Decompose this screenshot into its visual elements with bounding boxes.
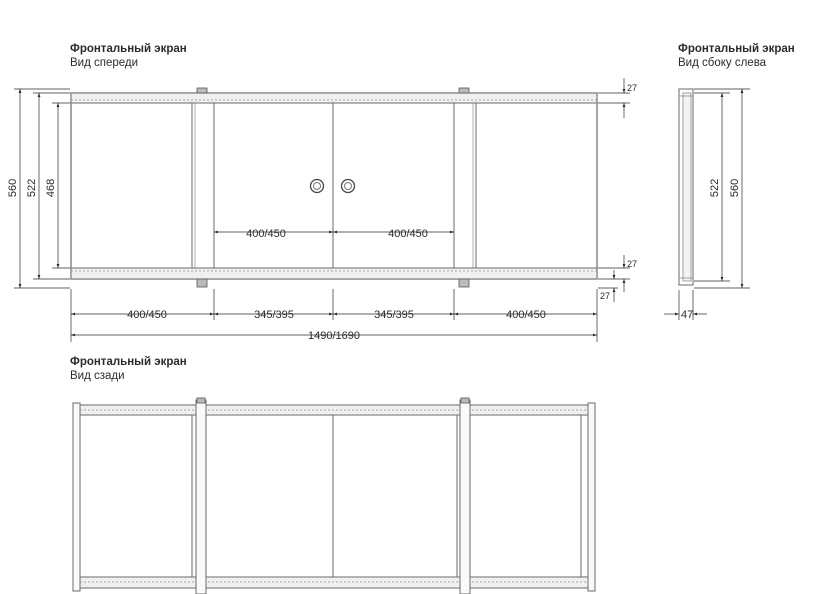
back-post-outer-right: [588, 403, 595, 591]
dim-text-total-width: 1490/1690: [308, 330, 360, 342]
dim-text-seg-3: 345/395: [374, 309, 414, 321]
back-panel-3: [333, 415, 457, 577]
front-view-subtitle: Вид спереди: [70, 57, 139, 69]
side-dim-text-depth: 47: [681, 309, 694, 321]
front-clip-top-right: [459, 88, 469, 93]
back-panel-2: [206, 415, 333, 577]
back-panel-4: [470, 415, 581, 577]
back-post-inner-right: [460, 400, 470, 594]
dim-text-foot: 27: [600, 291, 611, 301]
door-handle-left: [311, 180, 324, 193]
side-dim-text-522: 522: [709, 178, 721, 198]
side-dim-text-560: 560: [729, 178, 741, 198]
front-foot-left: [197, 279, 207, 287]
dim-text-560: 560: [7, 178, 19, 198]
dim-text-top-rail: 27: [627, 83, 638, 93]
front-top-rail: [71, 93, 597, 103]
front-clip-top-left: [197, 88, 207, 93]
back-panel-1: [80, 415, 192, 577]
back-view-drawing: [73, 398, 595, 594]
back-post-inner-left: [196, 400, 206, 594]
front-bottom-rail: [71, 268, 597, 279]
dim-text-door-right: 400/450: [388, 228, 428, 240]
door-handle-right: [342, 180, 355, 193]
back-post-outer-left: [73, 403, 80, 591]
front-view-drawing: [71, 88, 597, 287]
back-bottom-rail: [80, 577, 588, 588]
front-frame: [71, 93, 597, 279]
back-view-title: Фронтальный экран: [70, 356, 187, 368]
dim-text-522: 522: [26, 178, 38, 198]
side-view-title: Фронтальный экран: [678, 43, 795, 55]
front-view-title: Фронтальный экран: [70, 43, 187, 55]
dim-text-seg-2: 345/395: [254, 309, 294, 321]
dim-text-bottom-rail: 27: [627, 259, 638, 269]
back-view-subtitle: Вид сзади: [70, 370, 125, 382]
front-foot-right: [459, 279, 469, 287]
dim-text-468: 468: [45, 178, 57, 198]
dim-text-seg-1: 400/450: [127, 309, 167, 321]
dim-text-seg-4: 400/450: [506, 309, 546, 321]
side-view-drawing: [679, 89, 693, 285]
dim-text-door-left: 400/450: [246, 228, 286, 240]
side-view-subtitle: Вид сбоку слева: [678, 57, 767, 69]
